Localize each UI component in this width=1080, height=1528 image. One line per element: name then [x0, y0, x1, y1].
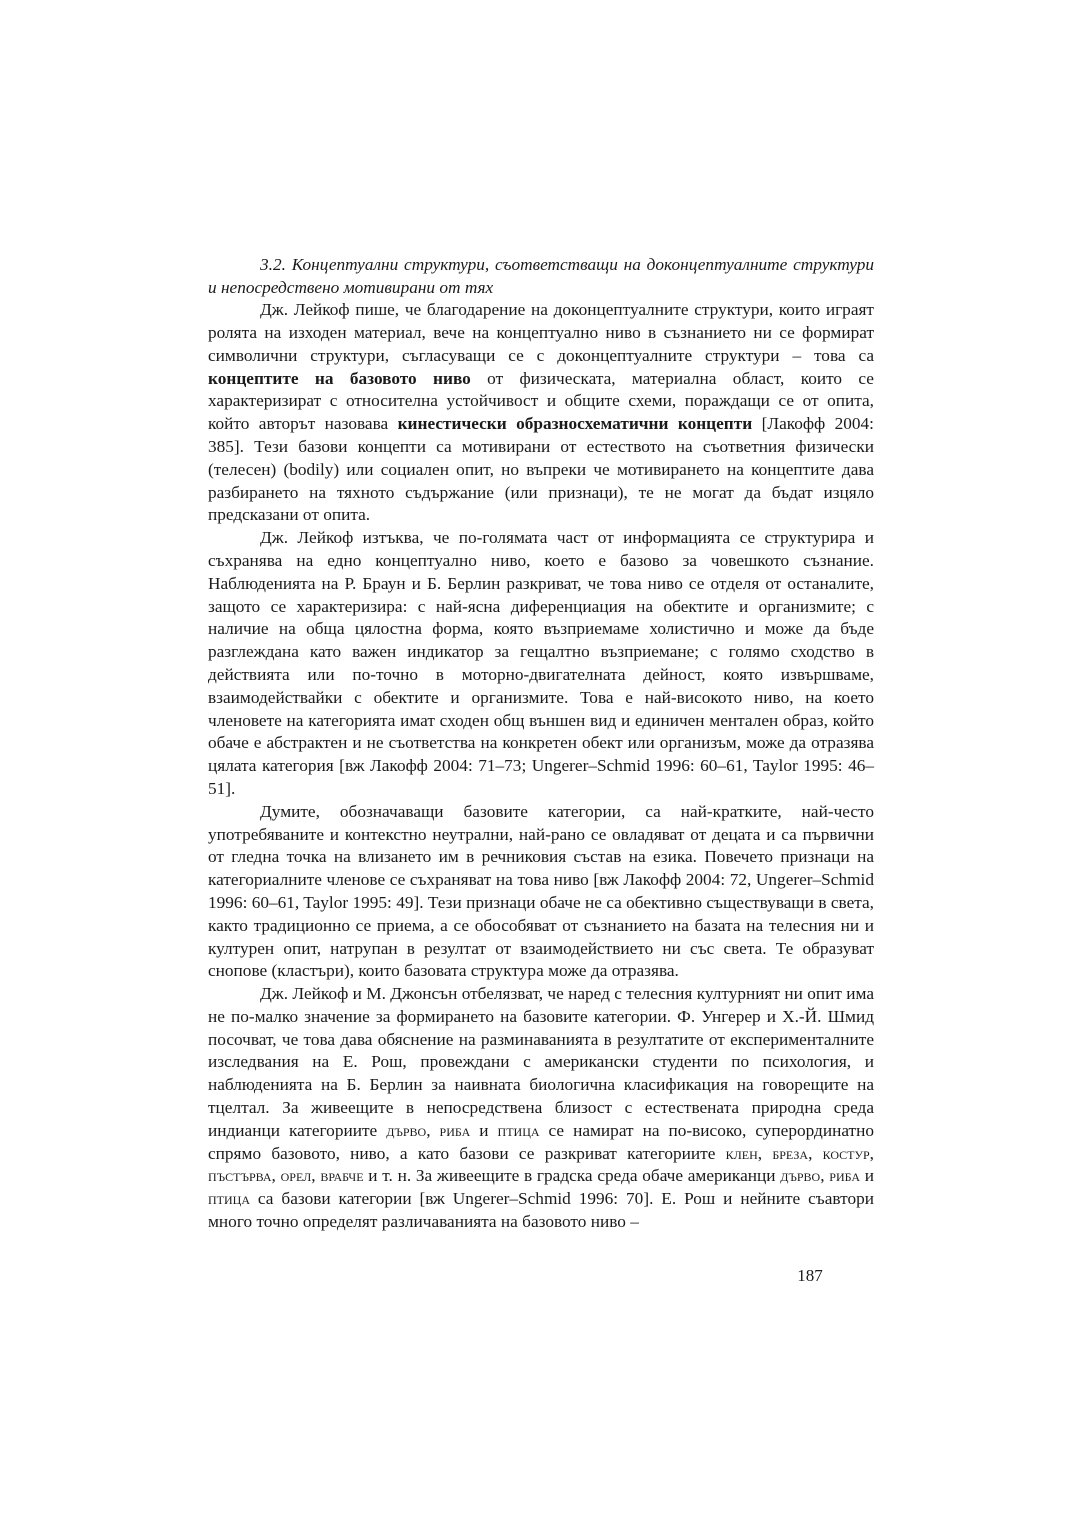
text-run: и	[470, 1120, 498, 1140]
smallcaps-term: клен	[725, 1143, 758, 1163]
paragraph-1	[208, 299, 874, 527]
smallcaps-term: пъстърва	[208, 1166, 272, 1186]
smallcaps-term: риба	[829, 1166, 861, 1186]
smallcaps-term: дърво	[780, 1166, 821, 1186]
text-run: ,	[869, 1143, 874, 1163]
text-run: и	[860, 1166, 875, 1186]
text-run: ,	[757, 1143, 773, 1163]
text-run: ,	[820, 1166, 830, 1186]
paragraph-3: Думите, обозначаващи базовите категории, са най-кратките, най-често употребяваните и контекстно неутрални, най-рано се овладяват от децата и са първични от гледна точка на влизането им в речниковия състав на езика. Повечето признаци на категориалните членове се съхраняват на това ниво [вж Лакофф 2004: 72, Ungerer–Schmid 1996: 60–61, Taylor 1995: 49]. Тези признаци обаче не са обективно съществуващи в света, както традиционно се приема, а се обособяват от съзнанието на базата на телесния ни и културен опит, натрупан в резултат от взаимодействието ни със света. Те образуват снопове (кластъри), които базовата структура може да отразява.	[208, 801, 874, 981]
smallcaps-term: орел	[280, 1166, 312, 1186]
text-run: са базови категории [вж Ungerer–Schmid 1996: 70]. Е. Рош и нейните съавтори много точно определят различаванията на базовото ниво –	[208, 1189, 874, 1232]
smallcaps-term: риба	[439, 1120, 471, 1140]
page-number: 187	[797, 1266, 823, 1285]
text-run: Дж. Лейкоф и М. Джонсън отбелязват, че наред с телесния културният ни опит има не по-малко значение за формирането на базовите категории. Ф. Унгерер и Х.-Й. Шмид посочват, че това дава обяснение на разминаванията в резултатите от експерименталните изследвания на Е. Рош, провеждани с американски студенти по психология, и наблюденията на Б. Берлин за наивната биологична класификация на говорещите на тцелтал. За живеещите в непосредствена близост с естествената природна среда индианци категориите	[208, 984, 874, 1140]
smallcaps-term: костур	[822, 1143, 870, 1163]
smallcaps-term: птица	[208, 1189, 250, 1209]
text-run: и т. н. За живеещите в градска среда обаче американци	[363, 1166, 781, 1186]
text-run: ,	[271, 1166, 281, 1186]
paragraph-2: Дж. Лейкоф изтъква, че по-голямата част от информацията се структурира и съхранява на едно концептуално ниво, което е базово за човешкото съзнание. Наблюденията на Р. Браун и Б. Берлин разкриват, че това ниво се отделя от останалите, защото се характеризира: с най-ясна диференциация на обектите и организмите; с наличие на обща цялостна форма, която възприемаме холистично и може да бъде разглеждана като важен индикатор за гещалтно възприемане; с голямо сходство в действията или по-точно в моторно-двигателната дейност, която извършваме, взаимодействайки с обектите и организмите. Това е най-високото ниво, на което членовете на категорията имат сходен общ външен вид и единичен ментален образ, който обаче е абстрактен и не съответства на конкретен обект или организъм, може да отразява цялата категория [вж Лакофф 2004: 71–73; Ungerer–Schmid 1996: 60–61, Taylor 1995: 46–51].	[208, 528, 874, 798]
smallcaps-term: врабче	[320, 1166, 364, 1186]
text-run: [Лакофф 2004: 385]. Тези базови концепти са мотивирани от естеството на съответния физически (телесен) (bodily) или социален опит, но въпреки че мотивирането на концептите дава разбирането на тяхното съдържание (или признаци), те не могат да бъдат изцяло предсказани от опита.	[208, 414, 874, 525]
smallcaps-term: птица	[497, 1120, 540, 1140]
page-body	[208, 254, 874, 1234]
text-run: от физическата, материална област, които се характеризират с относителна устойчивост и общите схеми, пораждащи се от опита, който авторът назовава	[208, 368, 874, 434]
smallcaps-term: дърво	[386, 1120, 427, 1140]
text-run: ,	[808, 1143, 823, 1163]
text-run: ,	[311, 1166, 321, 1186]
bold-term: концептите на базовото ниво	[208, 368, 471, 388]
paragraph-4	[208, 983, 874, 1234]
smallcaps-term: бреза	[772, 1143, 809, 1163]
bold-term: кинестически образносхематични концепти	[397, 414, 753, 434]
text-run: се намират на по-високо, суперординатно спрямо базовото, ниво, а като базови се разкриват категориите	[208, 1120, 874, 1163]
text-run: Дж. Лейкоф пише, че благодарение на доконцептуалните структури, които играят ролята на изходен материал, вече на концептуално ниво в съзнанието ни се формират символични структури, съгласуващи се с доконцептуалните структури – това са	[208, 300, 874, 365]
section-heading: 3.2. Концептуални структури, съответстващи на доконцептуалните структури и непосредствено мотивирани от тях	[208, 255, 874, 297]
text-run: ,	[426, 1120, 440, 1140]
